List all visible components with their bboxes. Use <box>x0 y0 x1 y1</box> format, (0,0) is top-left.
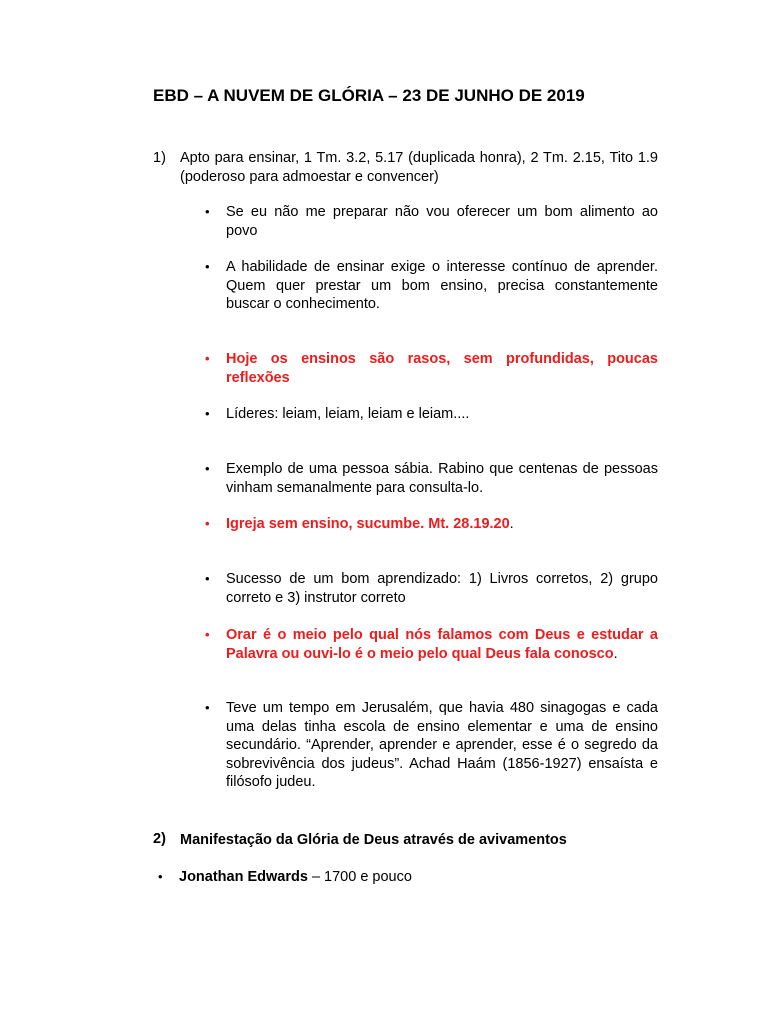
section-1-number: 1) <box>153 150 166 166</box>
emphasis-text: Orar é o meio pelo qual nós falamos com Deus e estudar a Palavra ou ouvi-lo é o meio pelo qual Deus fala conosco <box>226 627 658 662</box>
list-item: Sucesso de um bom aprendizado: 1) Livros corretos, 2) grupo correto e 3) instrutor correto <box>226 571 658 606</box>
list-item <box>179 868 658 887</box>
list-item: A habilidade de ensinar exige o interesse contínuo de aprender. Quem quer prestar um bom ensino, precisa constantemente buscar o conhecimento. <box>226 259 658 312</box>
bullet-glyph: • <box>205 627 210 642</box>
list-item: Exemplo de uma pessoa sábia. Rabino que centenas de pessoas vinham semanalmente para consulta-lo. <box>226 461 658 496</box>
section-2-text: Manifestação da Glória de Deus através de avivamentos <box>180 832 567 848</box>
trailing-text: – 1700 e pouco <box>307 869 412 885</box>
list-item: Líderes: leiam, leiam, leiam e leiam.... <box>226 406 470 422</box>
bullet-glyph: • <box>205 700 210 715</box>
emphasis-text: Igreja sem ensino, sucumbe. Mt. 28.19.20 <box>226 516 510 532</box>
bullet-glyph: • <box>205 516 210 531</box>
section-2-number: 2) <box>153 831 166 847</box>
section-1-text: Apto para ensinar, 1 Tm. 3.2, 5.17 (duplicada honra), 2 Tm. 2.15, Tito 1.9 (poderoso para admoestar e convencer) <box>180 150 658 185</box>
document-title: EBD – A NUVEM DE GLÓRIA – 23 DE JUNHO DE 2019 <box>153 86 585 105</box>
bullet-glyph: • <box>205 571 210 586</box>
person-name: Jonathan Edwards <box>179 869 308 885</box>
trailing-text: . <box>613 645 618 662</box>
list-item-emphasis <box>226 626 658 663</box>
bullet-glyph: • <box>205 406 210 421</box>
bullet-glyph: • <box>205 351 210 366</box>
bullet-glyph: • <box>205 259 210 274</box>
list-item-emphasis <box>226 515 658 534</box>
list-item: Se eu não me preparar não vou oferecer um bom alimento ao povo <box>226 204 658 239</box>
bullet-glyph: • <box>158 869 163 884</box>
trailing-text: . <box>509 516 514 532</box>
bullet-glyph: • <box>205 461 210 476</box>
bullet-glyph: • <box>205 204 210 219</box>
list-item-emphasis: Hoje os ensinos são rasos, sem profundidas, poucas reflexões <box>226 351 658 386</box>
list-item: Teve um tempo em Jerusalém, que havia 480 sinagogas e cada uma delas tinha escola de ensino elementar e uma de ensino secundário. “Aprender, aprender e aprender, esse é o segredo da sobrevivência dos judeus”. Achad Haám (1856-1927) ensaísta e filósofo judeu. <box>226 700 658 790</box>
